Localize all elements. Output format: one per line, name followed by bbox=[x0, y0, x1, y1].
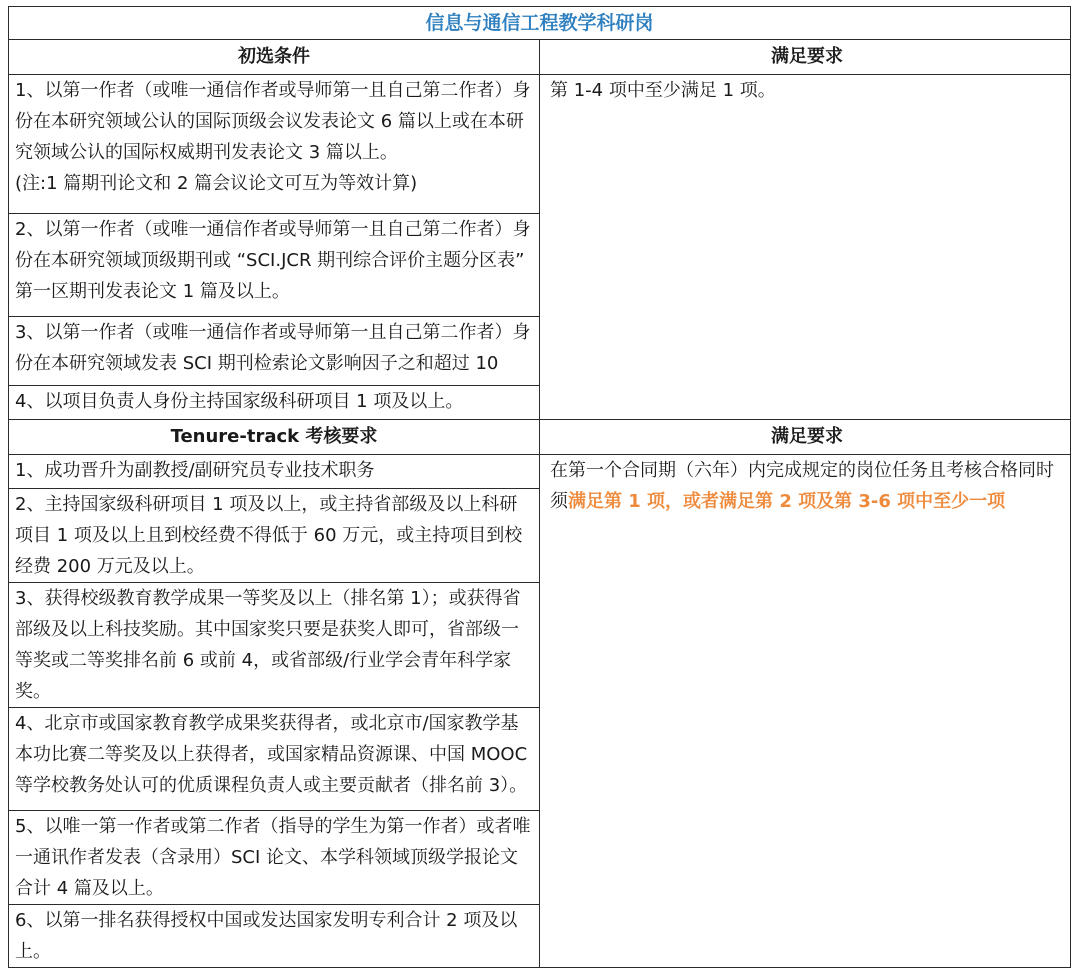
section1-row-4: 4、以项目负责人身份主持国家级科研项目 1 项及以上。 bbox=[9, 386, 540, 420]
section1-row-1-note: (注:1 篇期刊论文和 2 篇会议论文可互为等效计算) bbox=[15, 173, 418, 194]
section1-row-1 bbox=[9, 75, 540, 214]
table-title: 信息与通信工程教学科研岗 bbox=[9, 7, 1071, 40]
section2-row-5: 5、以唯一第一作者或第二作者（指导的学生为第一作者）或者唯一通讯作者发表（含录用）SCI 论文、本学科领域顶级学报论文合计 4 篇及以上。 bbox=[9, 811, 540, 905]
section2-requirement-cell bbox=[540, 455, 1071, 968]
section1-header-right: 满足要求 bbox=[540, 40, 1071, 75]
table-row bbox=[9, 75, 1071, 214]
section2-header-left: Tenure-track 考核要求 bbox=[9, 420, 540, 455]
section1-row-3: 3、以第一作者（或唯一通信作者或导师第一且自己第二作者）身份在本研究领域发表 SCI 期刊检索论文影响因子之和超过 10 bbox=[9, 317, 540, 386]
section2-row-1: 1、成功晋升为副教授/副研究员专业技术职务 bbox=[9, 455, 540, 489]
section1-requirement-cell bbox=[540, 75, 1071, 420]
requirements-table bbox=[8, 6, 1071, 968]
section2-header-right: 满足要求 bbox=[540, 420, 1071, 455]
section2-row-6: 6、以第一排名获得授权中国或发达国家发明专利合计 2 项及以上。 bbox=[9, 905, 540, 968]
section2-requirement-highlight: 满足第 1 项，或者满足第 2 项及第 3-6 项中至少一项 bbox=[568, 491, 1006, 512]
section1-row-1-text: 1、以第一作者（或唯一通信作者或导师第一且自己第二作者）身份在本研究领域公认的国际顶级会议发表论文 6 篇以上或在本研究领域公认的国际权威期刊发表论文 3 篇以上。 bbox=[15, 80, 531, 163]
section1-header-row bbox=[9, 40, 1071, 75]
section2-row-4: 4、北京市或国家教育教学成果奖获得者，或北京市/国家教学基本功比赛二等奖及以上获得者，或国家精品资源课、中国 MOOC 等学校教务处认可的优质课程负责人或主要贡献者（排名前 3）。 bbox=[9, 708, 540, 811]
section2-header-row bbox=[9, 420, 1071, 455]
section2-row-2: 2、主持国家级科研项目 1 项及以上，或主持省部级及以上科研项目 1 项及以上且到校经费不得低于 60 万元，或主持项目到校经费 200 万元及以上。 bbox=[9, 489, 540, 583]
section1-requirement: 第 1-4 项中至少满足 1 项。 bbox=[550, 80, 776, 101]
section2-requirement-prefix: 在第一个合同期（六年）内完成规定的岗位任务且考核合格同时须 bbox=[550, 460, 1054, 512]
section1-row-2: 2、以第一作者（或唯一通信作者或导师第一且自己第二作者）身份在本研究领域顶级期刊或 “SCI.JCR 期刊综合评价主题分区表” 第一区期刊发表论文 1 篇及以上。 bbox=[9, 214, 540, 317]
section1-header-left: 初选条件 bbox=[9, 40, 540, 75]
title-row bbox=[9, 7, 1071, 40]
section2-row-3: 3、获得校级教育教学成果一等奖及以上（排名第 1）；或获得省部级及以上科技奖励。其中国家奖只要是获奖人即可，省部级一等奖或二等奖排名前 6 或前 4，或省部级/行业学会青年科学家奖。 bbox=[9, 583, 540, 708]
table-row bbox=[9, 455, 1071, 489]
